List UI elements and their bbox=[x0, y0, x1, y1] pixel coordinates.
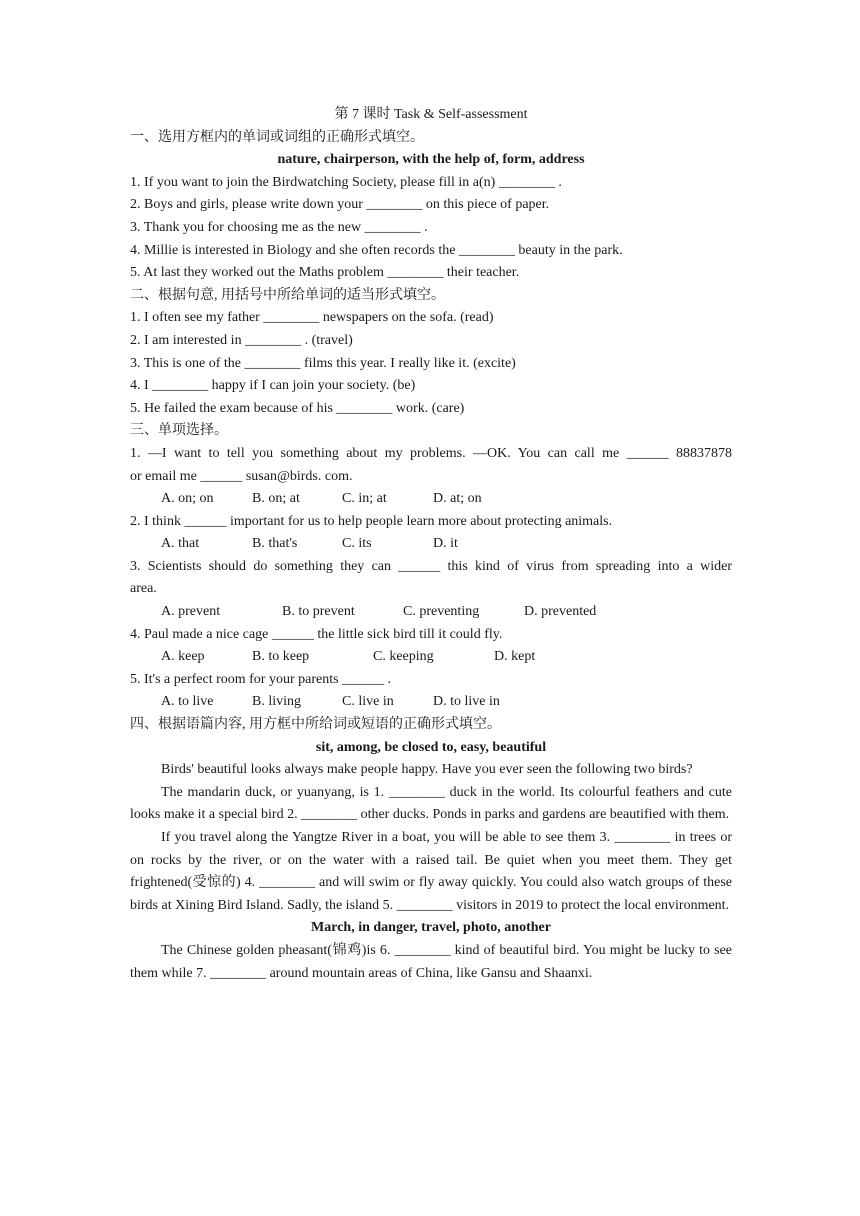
option-a: A. on; on bbox=[161, 491, 214, 507]
paragraph-text: If you travel along the Yangtze River in a boat, you will be able to see them 3. ________ in trees or on rocks by the river, or on the water with a raised tail. Be quiet when you meet them. They get frightened(受惊的) 4. ________ and will swim or fly away quickly. You could also watch groups of these birds at Xining Bird Island. Sadly, the island 5. ________ visitors in 2019 to protect the local environment. bbox=[130, 830, 732, 913]
option-a: A. keep bbox=[161, 649, 205, 665]
question-3-line2: area. bbox=[130, 581, 157, 597]
passage-paragraph bbox=[130, 827, 732, 917]
option-a: A. that bbox=[161, 536, 200, 552]
question-1-options bbox=[130, 488, 732, 511]
section2-item: 3. This is one of the ________ films this year. I really like it. (excite) bbox=[130, 355, 516, 371]
paragraph-text: The Chinese golden pheasant(锦鸡)is 6. ________ kind of beautiful bird. You might be lucky to see them while 7. ________ around mountain areas of China, like Gansu and Shaanxi. bbox=[130, 942, 732, 981]
paragraph-text: Birds' beautiful looks always make people happy. Have you ever seen the following two birds? bbox=[161, 762, 693, 778]
option-d: D. to live in bbox=[433, 694, 500, 710]
question-1-line2: or email me ______ susan@birds. com. bbox=[130, 468, 353, 484]
option-c: C. preventing bbox=[403, 604, 480, 620]
question-3-options bbox=[130, 601, 732, 624]
question-4-options bbox=[130, 646, 732, 669]
section2-item: 4. I ________ happy if I can join your society. (be) bbox=[130, 378, 416, 394]
option-c: C. in; at bbox=[342, 491, 387, 507]
option-d: D. it bbox=[433, 536, 458, 552]
page-title: 第 7 课时 Task & Self-assessment bbox=[334, 107, 528, 122]
section1-item: 3. Thank you for choosing me as the new ________ . bbox=[130, 219, 428, 235]
option-c: C. live in bbox=[342, 694, 394, 710]
passage-paragraph bbox=[130, 759, 732, 782]
section2-item: 5. He failed the exam because of his ________ work. (care) bbox=[130, 400, 465, 416]
question-4-line1: 4. Paul made a nice cage ______ the little sick bird till it could fly. bbox=[130, 626, 503, 642]
option-b: B. to keep bbox=[252, 649, 310, 665]
section3-heading: 三、单项选择。 bbox=[130, 423, 228, 439]
section4-heading: 四、根据语篇内容, 用方框中所给词或短语的正确形式填空。 bbox=[130, 717, 501, 733]
section1-heading: 一、选用方框内的单词或词组的正确形式填空。 bbox=[130, 129, 424, 145]
question-3-line1: 3. Scientists should do something they can ______ this kind of virus from spreading into a wider bbox=[130, 558, 732, 574]
section1-wordbox: nature, chairperson, with the help of, form, address bbox=[277, 152, 585, 168]
passage-paragraph bbox=[130, 782, 732, 827]
section2-item: 2. I am interested in ________ . (travel) bbox=[130, 332, 353, 348]
option-c: C. keeping bbox=[373, 649, 434, 665]
option-a: A. prevent bbox=[161, 604, 221, 620]
question-5-line1: 5. It's a perfect room for your parents ______ . bbox=[130, 671, 392, 687]
question-1-line1: 1. —I want to tell you something about my problems. —OK. You can call me ______ 88837878 bbox=[130, 445, 732, 461]
question-5-options bbox=[130, 691, 732, 714]
option-d: D. kept bbox=[494, 649, 536, 665]
option-a: A. to live bbox=[161, 694, 214, 710]
option-d: D. at; on bbox=[433, 491, 482, 507]
option-b: B. living bbox=[252, 694, 302, 710]
section1-item: 4. Millie is interested in Biology and she often records the ________ beauty in the park. bbox=[130, 242, 623, 258]
option-b: B. that's bbox=[252, 536, 298, 552]
option-c: C. its bbox=[342, 536, 372, 552]
section1-item: 1. If you want to join the Birdwatching Society, please fill in a(n) ________ . bbox=[130, 174, 562, 190]
question-2-options bbox=[130, 533, 732, 556]
section2-item: 1. I often see my father ________ newspapers on the sofa. (read) bbox=[130, 310, 494, 326]
section1-item: 5. At last they worked out the Maths problem ________ their teacher. bbox=[130, 265, 520, 281]
option-b: B. on; at bbox=[252, 491, 300, 507]
option-b: B. to prevent bbox=[282, 604, 355, 620]
passage-paragraph bbox=[130, 940, 732, 985]
question-2-line1: 2. I think ______ important for us to help people learn more about protecting animals. bbox=[130, 513, 613, 529]
section2-heading: 二、根据句意, 用括号中所给单词的适当形式填空。 bbox=[130, 287, 445, 303]
section1-item: 2. Boys and girls, please write down your ________ on this piece of paper. bbox=[130, 197, 550, 213]
option-d: D. prevented bbox=[524, 604, 597, 620]
worksheet bbox=[130, 104, 732, 985]
section4-wordbox-1: sit, among, be closed to, easy, beautiful bbox=[315, 739, 547, 755]
section4-wordbox-2: March, in danger, travel, photo, another bbox=[311, 920, 551, 936]
paragraph-text: The mandarin duck, or yuanyang, is 1. ________ duck in the world. Its colourful feathers and cute looks make it a special bird 2. ________ other ducks. Ponds in parks and gardens are beautified with them. bbox=[130, 784, 732, 823]
